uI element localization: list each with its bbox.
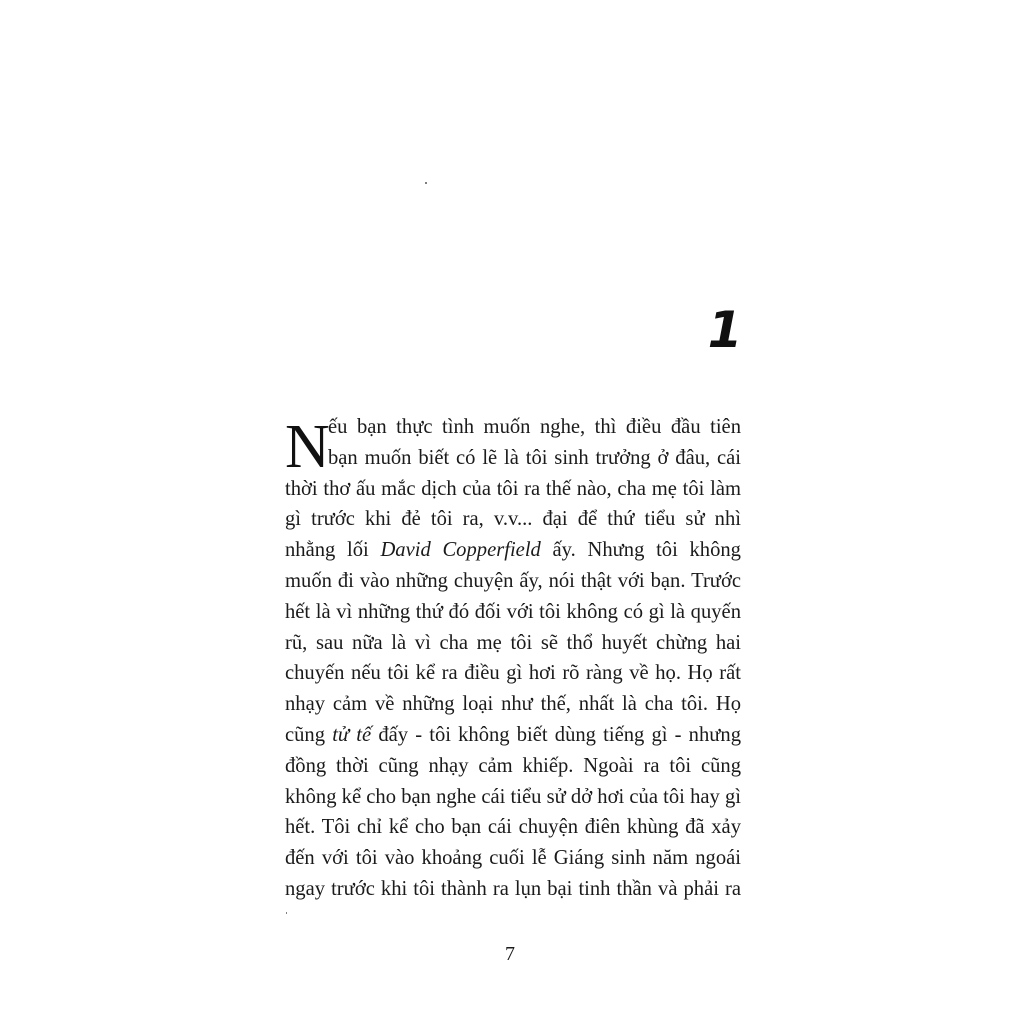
text-line: muốn đi vào những chuyện ấy, nói thật với bạn. Trước [285, 569, 741, 592]
paper-speck [286, 912, 287, 914]
text-line: chuyến nếu tôi kể ra điều gì hơi rõ ràng về họ. Họ rất [285, 662, 741, 685]
page-number: 7 [505, 943, 515, 965]
text-segment: đấy - tôi không biết dùng tiếng gì - nhưng [371, 723, 741, 746]
text-line: thời thơ ấu mắc dịch của tôi ra thế nào, cha mẹ tôi làm [285, 477, 741, 500]
text-line: gì trước khi đẻ tôi ra, v.v... đại để thứ tiểu sử nhì [285, 508, 741, 531]
text-segment: nhằng lối [285, 539, 381, 562]
chapter-number: 1 [707, 301, 743, 359]
text-line [285, 535, 741, 566]
text-line: đồng thời cũng nhạy cảm khiếp. Ngoài ra tôi cũng [285, 754, 741, 777]
text-line: bạn muốn biết có lẽ là tôi sinh trưởng ở đâu, cái [328, 446, 741, 469]
text-line: hết. Tôi chỉ kể cho bạn cái chuyện điên khùng đã xảy [285, 816, 741, 839]
text-line: rũ, sau nữa là vì cha mẹ tôi sẽ thổ huyết chừng hai [285, 631, 741, 654]
text-line: ngay trước khi tôi thành ra lụn bại tinh thần và phải ra [285, 877, 741, 900]
italic-book-title: David Copperfield [380, 539, 541, 562]
text-line: hết là vì những thứ đó đối với tôi không có gì là quyến [285, 600, 741, 623]
text-line: không kể cho bạn nghe cái tiểu sử dở hơi của tôi hay gì [285, 785, 741, 808]
italic-emphasis: tử tế [332, 723, 372, 746]
text-line: nhạy cảm về những loại như thế, nhất là cha tôi. Họ [285, 693, 741, 716]
text-line [285, 720, 741, 751]
text-segment: ấy. Nhưng tôi không [540, 539, 741, 562]
body-paragraph [285, 412, 741, 905]
text-line: đến với tôi vào khoảng cuối lễ Giáng sinh năm ngoái [285, 847, 741, 870]
drop-cap: N [285, 413, 330, 481]
text-line: ếu bạn thực tình muốn nghe, thì điều đầu tiên [328, 416, 741, 438]
text-segment: cũng [285, 723, 333, 746]
paper-speck [425, 182, 427, 184]
